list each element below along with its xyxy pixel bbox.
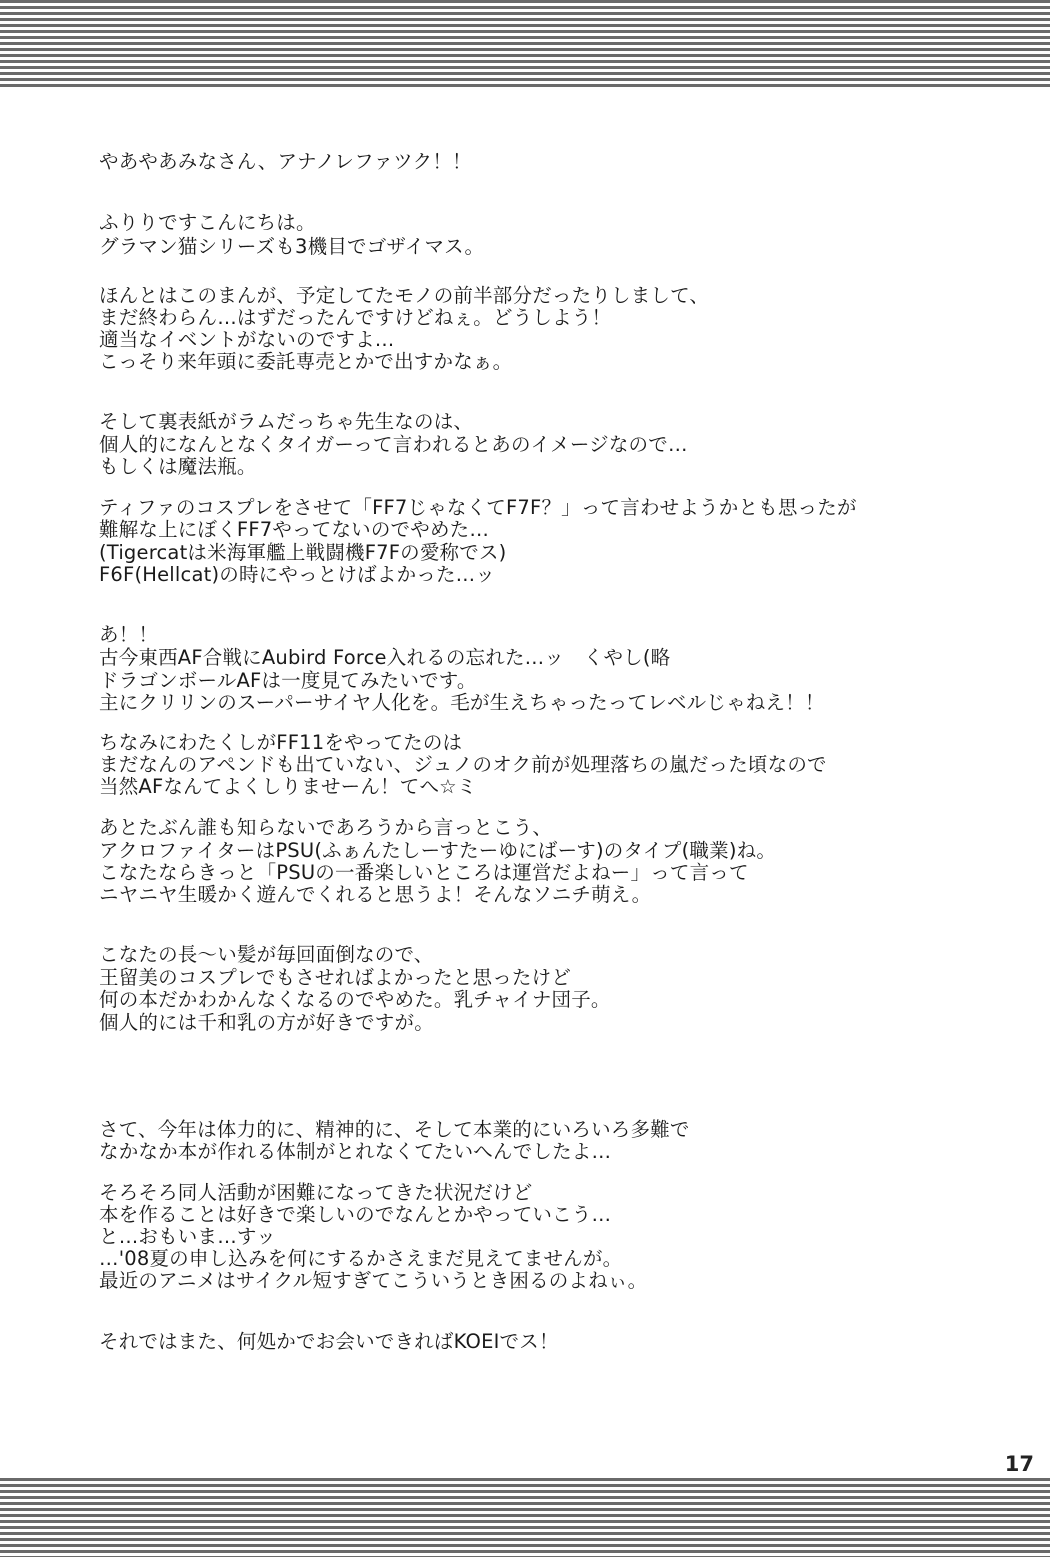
text-line: それではまた、何処かでお会いできればKOEIでス！ bbox=[99, 1330, 559, 1353]
text-line: 本を作ることは好きで楽しいのでなんとかやっていこう… bbox=[99, 1203, 612, 1226]
text-line: ティファのコスプレをさせて「FF7じゃなくてF7F？」って言わせようかとも思ったが bbox=[99, 496, 857, 519]
header-stripe-band bbox=[0, 0, 1050, 88]
text-line: 適当なイベントがないのですよ… bbox=[99, 328, 395, 351]
text-line: さて、今年は体力的に、精神的に、そして本業的にいろいろ多難で bbox=[99, 1118, 690, 1141]
text-line: 当然AFなんてよくしりませーん！てへ☆ミ bbox=[99, 775, 477, 798]
text-line: ほんとはこのまんが、予定してたモノの前半部分だったりしまして、 bbox=[99, 284, 710, 307]
text-line: 難解な上にぼくFF7やってないのでやめた… bbox=[99, 518, 490, 541]
text-line: なかなか本が作れる体制がとれなくてたいへんでしたよ… bbox=[99, 1140, 612, 1163]
text-line: ドラゴンボールAFは一度見てみたいです。 bbox=[99, 669, 477, 692]
text-line: 古今東西AF合戦にAubird Force入れるの忘れた…ッ くやし(略 bbox=[99, 646, 671, 669]
text-line: そして裏表紙がラムだっちゃ先生なのは、 bbox=[99, 410, 474, 433]
text-line: 主にクリリンのスーパーサイヤ人化を。毛が生えちゃったってレベルじゃねえ！！ bbox=[99, 691, 825, 714]
text-line: 何の本だかわかんなくなるのでやめた。乳チャイナ団子。 bbox=[99, 988, 611, 1011]
text-line: 王留美のコスプレでもさせればよかったと思ったけど bbox=[99, 966, 572, 989]
text-line: F6F(Hellcat)の時にやっとけばよかった…ッ bbox=[99, 563, 496, 586]
text-line: まだなんのアペンドも出ていない、ジュノのオク前が処理落ちの嵐だった頃なので bbox=[99, 753, 827, 776]
page-number: 17 bbox=[1004, 1452, 1034, 1476]
text-line: もしくは魔法瓶。 bbox=[99, 455, 257, 478]
text-line: こなたの長～い髪が毎回面倒なので、 bbox=[99, 943, 434, 966]
text-line: ニヤニヤ生暖かく遊んでくれると思うよ！そんなソニチ萌え。 bbox=[99, 883, 652, 906]
text-line: 個人的には千和乳の方が好きですが。 bbox=[99, 1011, 434, 1034]
text-line: と…おもいま…すッ bbox=[99, 1225, 276, 1248]
text-line: あとたぶん誰も知らないであろうから言っとこう、 bbox=[99, 816, 553, 839]
text-line: (Tigercatは米海軍艦上戦闘機F7Fの愛称でス) bbox=[99, 541, 507, 564]
text-line: こっそり来年頭に委託専売とかで出すかなぁ。 bbox=[99, 350, 513, 373]
text-line: グラマン猫シリーズも3機目でゴザイマス。 bbox=[99, 235, 485, 258]
text-line: ちなみにわたくしがFF11をやってたのは bbox=[99, 731, 463, 754]
text-line: …'08夏の申し込みを何にするかさえまだ見えてませんが。 bbox=[99, 1247, 623, 1270]
footer-stripe-band bbox=[0, 1478, 1050, 1557]
text-line: まだ終わらん…はずだったんですけどねぇ。どうしよう！ bbox=[99, 306, 612, 329]
text-line: 個人的になんとなくタイガーって言われるとあのイメージなので… bbox=[99, 433, 688, 456]
text-line: アクロファイターはPSU(ふぁんたしーすたーゆにばーす)のタイプ(職業)ね。 bbox=[99, 839, 777, 862]
text-line: そろそろ同人活動が困難になってきた状況だけど bbox=[99, 1181, 533, 1204]
text-line: こなたならきっと「PSUの一番楽しいところは運営だよねー」って言って bbox=[99, 861, 749, 884]
text-line: あ！！ bbox=[99, 623, 159, 646]
text-line: やあやあみなさん、アナノレファツク！！ bbox=[99, 150, 472, 173]
text-line: ふりりですこんにちは。 bbox=[99, 211, 316, 234]
text-line: 最近のアニメはサイクル短すぎてこういうとき困るのよねぃ。 bbox=[99, 1269, 648, 1292]
